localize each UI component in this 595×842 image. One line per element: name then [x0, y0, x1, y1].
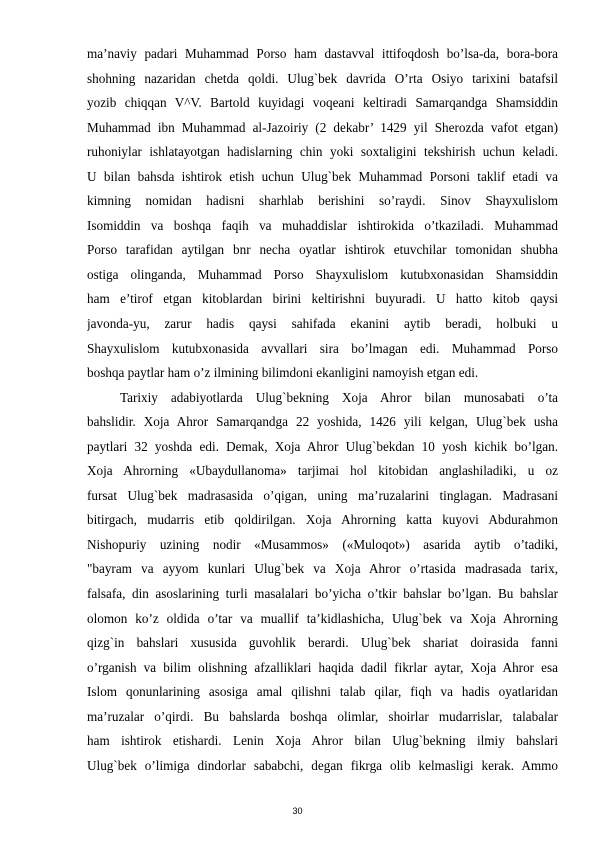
text-line: Isomiddin va boshqa faqih va muhaddislar ishtirokida o’tkaziladi. Muhammad — [87, 217, 558, 233]
text-line: boshqa paytlar ham o’z ilmining bilimdoni ekanligini namoyish etgan edi. — [87, 365, 479, 381]
text-line: olomon ko’z oldida o’tar va muallif ta’kidlashicha, Ulug`bek va Xoja Ahrorning — [87, 610, 558, 626]
text-line: shohning nazaridan chetda qoldi. Ulug`bek davrida O’rta Osiyo tarixini batafsil — [87, 70, 558, 86]
text-line: Ulug`bek o’limiga dindorlar sababchi, degan fikrga olib kelmasligi kerak. Ammo — [87, 757, 558, 773]
paragraph — [87, 386, 558, 779]
text-line: o’rganish va bilim olishning afzalliklari haqida dadil fikrlar aytar, Xoja Ahror esa — [87, 659, 558, 675]
text-line: Nishopuriy uzining nodir «Musammos» («Muloqot») asarida aytib o’tadiki, — [87, 536, 558, 552]
text-line: bahslidir. Xoja Ahror Samarqandga 22 yoshida, 1426 yili kelgan, Ulug`bek usha — [87, 414, 558, 430]
text-line: ma’ruzalar o’qirdi. Bu bahslarda boshqa olimlar, shoirlar mudarrislar, talabalar — [87, 708, 558, 724]
text-line: "bayram va ayyom kunlari Ulug`bek va Xoja Ahror o’rtasida madrasada tarix, — [87, 561, 558, 577]
text-line: Islom qonunlarining asosiga amal qilishni talab qilar, fiqh va hadis oyatlaridan — [87, 684, 558, 700]
document-page — [87, 42, 558, 778]
page-number: 30 — [292, 806, 303, 816]
text-line: falsafa, din asoslarining turli masalalari bo’yicha o’tkir bahslar bo’lgan. Bu bahslar — [87, 586, 558, 602]
text-line: yozib chiqqan V^V. Bartold kuyidagi voqeani keltiradi Samarqandga Shamsiddin — [87, 95, 558, 111]
text-line: ham ishtirok etishardi. Lenin Xoja Ahror bilan Ulug`bekning ilmiy bahslari — [87, 733, 558, 749]
text-line: fursat Ulug`bek madrasasida o’qigan, uning ma’ruzalarini tinglagan. Madrasani — [87, 487, 558, 503]
text-line: ma’naviy padari Muhammad Porso ham dastavval ittifoqdosh bo’lsa-da, bora-bora — [87, 46, 558, 61]
text-line: Porso tarafidan aytilgan bnr necha oyatlar ishtirok etuvchilar tomonidan shubha — [87, 242, 558, 258]
text-line: qizg`in bahslari xususida guvohlik berardi. Ulug`bek shariat doirasida fanni — [87, 635, 558, 651]
body-text — [87, 42, 558, 778]
text-line: paytlari 32 yoshda edi. Demak, Xoja Ahror Ulug`bekdan 10 yosh kichik bo’lgan. — [87, 438, 558, 454]
text-line: bitirgach, mudarris etib qoldirilgan. Xoja Ahrorning katta kuyovi Abdurahmon — [87, 512, 558, 528]
text-line: javonda-yu, zarur hadis qaysi sahifada ekanini aytib beradi, holbuki u — [87, 316, 558, 332]
text-line: kimning nomidan hadisni sharhlab berishini so’raydi. Sinov Shayxulislom — [87, 193, 558, 209]
text-line: ostiga olinganda, Muhammad Porso Shayxulislom kutubxonasidan Shamsiddin — [87, 266, 558, 282]
text-line: Xoja Ahrorning «Ubaydullanoma» tarjimai hol kitobidan anglashiladiki, u oz — [87, 463, 558, 479]
text-line: Tarixiy adabiyotlarda Ulug`bekning Xoja Ahror bilan munosabati o’ta — [120, 389, 558, 405]
text-line: ruhoniylar ishlatayotgan hadislarning chin yoki soxtaligini tekshirish uchun keladi. — [87, 144, 558, 160]
text-line: ham e’tirof etgan kitoblardan birini keltirishni buyuradi. U hatto kitob qaysi — [87, 291, 558, 307]
text-line: Shayxulislom kutubxonasida avvallari sira bo’lmagan edi. Muhammad Porso — [87, 340, 558, 356]
text-line: Muhammad ibn Muhammad al-Jazoiriy (2 dekabr’ 1429 yil Sherozda vafot etgan) — [87, 119, 558, 135]
paragraph — [87, 42, 558, 386]
text-line: U bilan bahsda ishtirok etish uchun Ulug`bek Muhammad Porsoni taklif etadi va — [87, 168, 558, 184]
